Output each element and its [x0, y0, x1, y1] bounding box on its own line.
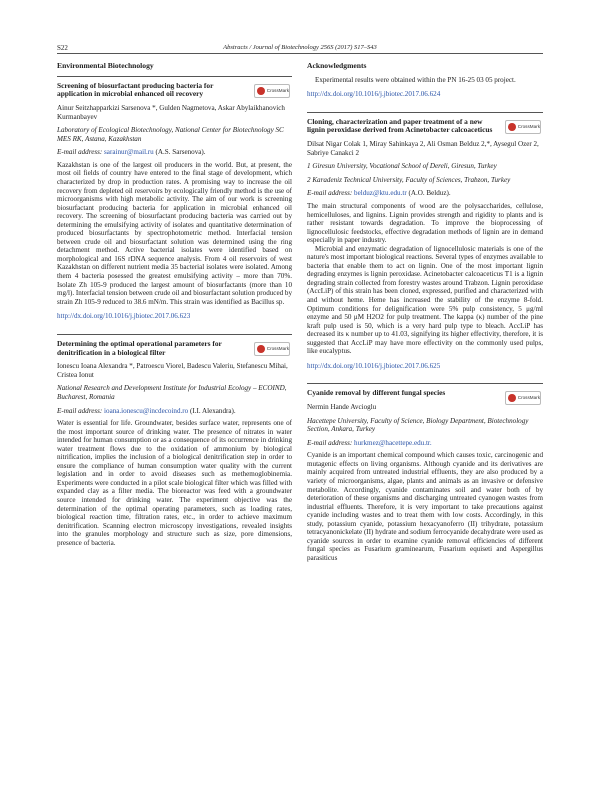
email-link[interactable]: belduz@ktu.edu.tr — [354, 189, 407, 198]
doi-link-container — [57, 312, 292, 321]
left-column — [57, 58, 292, 547]
page-number: S22 — [57, 44, 68, 52]
email-link[interactable]: sarainur@mail.ru — [104, 148, 154, 157]
email-link[interactable]: ioana.ionescu@incdecoind.ro — [104, 406, 189, 415]
acknowledgments-title: Acknowledgments — [307, 61, 367, 70]
article-divider — [307, 383, 543, 384]
article-title: Cyanide removal by different fungal species — [307, 388, 446, 398]
running-title: Abstracts / Journal of Biotechnology 256S (2017) S17–S43 — [223, 44, 377, 51]
doi-link[interactable]: http://dx.doi.org/10.1016/j.jbiotec.2017.06.625 — [307, 361, 441, 370]
article-email: E-mail address: ioana.ionescu@incdecoind.ro (I.I. Alexandra). — [57, 406, 236, 415]
crossmark-icon[interactable]: CrossMark — [254, 342, 290, 356]
article-body: The main structural components of wood are the polysaccharides, cellulose, hemicelluloses, and lignins. Lignin provides strength and rigidity to plants and is rather resistant towards degradation. To improve the bioprocessing of lignocellulosic feedstocks, effective degradation methods of lignin are in demand especially in paper industry. Microbial and enzymatic degradation of lignocellulosic materials is one of the nature's most important biological reactions. Several types of enzymes available to bacteria that enable them to act on lignin. One of the most important lignin degrading enzymes is lignin peroxidase. Acinetobacter calcoaceticus T1 is a lignin degrading strain collected from forestry wastes around Trabzon. Lignin peroxidase (AccLiP) of this strain has been cloned, expressed, purified and characterized with and without heme. Heme has increased the stability of the enzyme 8-fold. Optimum conditions for delignification were 5% pulp consistency, 5 μg/ml enzyme and 50 μM H2O2 for pulp treatment. The kappa (κ) number of the pine kraft pulp used is 50, which is a very hard pulp type to bleach. AccLiP has decreased its κ number up to 41.03, signifying its higher effectivity, therefore, it is suggested that AccLiP may have more effectivity on the commonly used pulps, like eucalyptus. — [307, 201, 543, 356]
article-affiliation: 1 Giresun University, Vocational School of Dereli, Giresun, Turkey — [307, 162, 497, 171]
article-affiliation: 2 Karadeniz Technical University, Faculty of Sciences, Trabzon, Turkey — [307, 175, 511, 184]
article-title: Cloning, characterization and paper treatment of a new lignin peroxidase derived from Acinetobacter calcoaceticus — [307, 116, 493, 135]
doi-link-container — [307, 362, 543, 371]
article-divider — [307, 112, 543, 113]
header-rule — [57, 53, 543, 54]
right-column — [307, 58, 543, 562]
article-title: Determining the optimal operational parameters for denitrification in a biological filter — [57, 338, 222, 357]
article-body: Kazakhstan is one of the largest oil producers in the world. But, at present, the most oil fields of country have entered to the final stage of development, which characterized by drop in production rates. A promising way to increase the oil recovery from depleted oil reservoirs by ecologically friendly method is the use of microorganisms with high metabolic activity. The aim of our work is screening biosurfactant producing bacteria for application in microbial enhanced oil recovery. The screening of biosurfactant producing bacteria was carried out by determining the emulsifying activity of isolates and quantitative determination of produced biosurfactants by spectrophotometric method. Interfacial tension between crude oil and biosurfactant solution was determined using the ring detachment method. Active bacterial isolates were identified based on morphological and 16S rDNA sequence analysis. From 4 oil reservoirs of west Kazakhstan on different nutrient media 35 bacterial isolates were isolated. Among them 4 bacteria posessed the greatest emulsifying activity – more than 70%. Isolate Zh 105-9 produced the largest amount of biosurfactants (more than 10 mg/l). Interfacial tension between crude oil and biosurfactant solution produced by strain Zh 105-9 reduced to 38.6 mN/m. This strain was identified as Bacillus sp. — [57, 160, 293, 306]
section-title: Environmental Biotechnology — [57, 61, 154, 70]
article-divider — [57, 334, 292, 335]
article-email: E-mail address: sarainur@mail.ru (A.S. Sarsenova). — [57, 148, 206, 157]
doi-link-container — [307, 90, 543, 99]
article-body: Cyanide is an important chemical compound which causes toxic, carcinogenic and mutagenic effects on living organisms. Although cyanide and its derivatives are mainly acquired from untreated industrial effluents, they are also produced by a variety of microorganisms, algae, plants and animals as an invasive or defensive metabolite. Accordingly, cyanide contaminates soil and water both of by deterioration of these organisms and discharging untreated cyanogen wastes from industrial effluents. Therefore, it is very important to take precautions against cyanide including wastes and to treat them with low costs. Accordingly, in this study, potassium cyanide, potassium hexacyanoferro (II) trihydrate, potassium tetracyanonickelate (II) hydrate and sodium ferrocyanide decahydrate were used as cyanide sources in order to examine cyanide removal efficiencies of different fungal species as Fusarium graminearum, Fusarium equiseti and Aspergillus parasiticus — [307, 451, 543, 562]
email-link[interactable]: hurkmez@hacettepe.edu.tr. — [354, 438, 432, 447]
article-authors: Ainur Seitzhapparkizi Sarsenova *, Gulden Nagmetova, Askar Abylaikhanovich Kurmanbayev — [57, 104, 285, 121]
doi-link[interactable]: http://dx.doi.org/10.1016/j.jbiotec.2017.06.624 — [307, 90, 441, 99]
article-header — [57, 82, 292, 100]
crossmark-icon[interactable]: CrossMark — [505, 120, 541, 134]
article-email: E-mail address: hurkmez@hacettepe.edu.tr. — [307, 438, 432, 447]
crossmark-icon[interactable]: CrossMark — [505, 391, 541, 405]
article-body: Water is essential for life. Groundwater, besides surface water, represents one of the most important source of drinking water. The presence of nitrates in water intended for human consumption or as a consequence of its occurrence in drinking water treatment flows due to the oxidation of ammonium by biological nitrification, implies the inclusion of a biological denitrification step in order to ensure the compliance of human consumption water quality with the current legislation and in order to avoid diseases such as methemoglobinemia. Experiments were conducted in a pilot scale biological filter which was filled with expanded clay as a filter media. The bioreactor was feed with a groundwater source intended for drinking water. The experiment objective was the determination of the optimal operating parameters, such as loading rates, biological reaction time, filtration rates, etc., in order to achieve maximum denitrification. Scanning electron microscopy investigations, revealed insights into the granules morphology and structure such as size, pore dimensions, presence of bacteria. — [57, 419, 292, 547]
article-authors: Ionescu Ioana Alexandra *, Patroescu Viorel, Badescu Valeriu, Stefanescu Mihai, Cristea Ionut — [57, 362, 288, 379]
article-header — [57, 340, 292, 358]
article-affiliation: National Research and Development Institute for Industrial Ecology – ECOIND, Bucharest, Romania — [57, 384, 287, 401]
article-affiliation: Hacettepe University, Faculty of Science, Biology Department, Biotechnology Section, Ankara, Turkey — [307, 416, 529, 434]
crossmark-icon[interactable]: CrossMark — [254, 84, 290, 98]
article-authors: Nermin Hande Avcioglu — [307, 403, 377, 412]
article-header — [307, 388, 543, 401]
acknowledgments-body: Experimental results were obtained within the PN 16-25 03 05 project. — [315, 75, 516, 84]
article-header — [307, 118, 543, 136]
article-affiliation: Laboratory of Ecological Biotechnology, National Center for Biotechnology SC MES RK, Astana, Kazakhstan — [57, 126, 284, 143]
article-divider — [57, 76, 292, 77]
article-email: E-mail address: belduz@ktu.edu.tr (A.O. Belduz). — [307, 189, 451, 198]
article-title: Screening of biosurfactant producing bacteria for application in microbial enhanced oil recovery — [57, 80, 214, 99]
doi-link[interactable]: http://dx.doi.org/10.1016/j.jbiotec.2017.06.623 — [57, 312, 191, 321]
article-authors: Dilsat Nigar Colak 1, Miray Sahinkaya 2, Ali Osman Belduz 2,*, Aysegul Ozer 2, Sabriye Canakci 2 — [307, 140, 539, 157]
